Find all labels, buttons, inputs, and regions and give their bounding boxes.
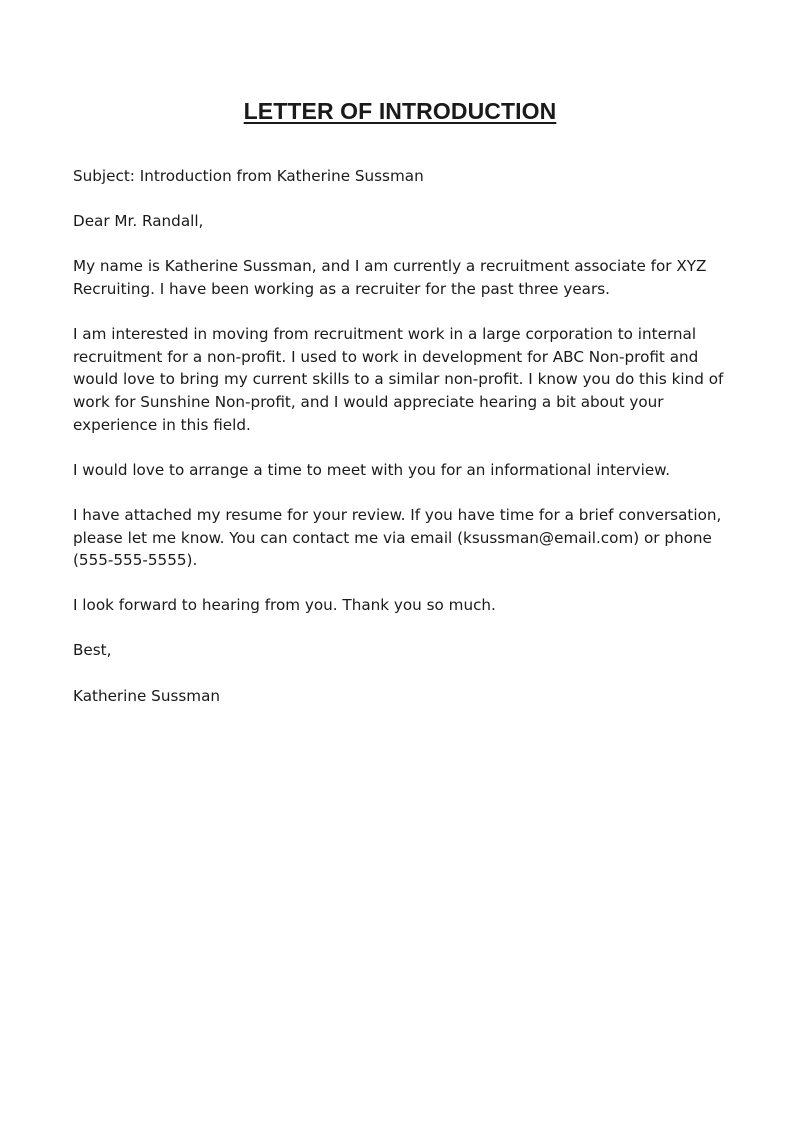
paragraph-request: I would love to arrange a time to meet with you for an informational interview.	[73, 460, 671, 479]
closing: Best,	[73, 641, 112, 660]
letter-body	[73, 165, 733, 730]
salutation: Dear Mr. Randall,	[73, 212, 204, 231]
paragraph-thanks: I look forward to hearing from you. Thank you so much.	[73, 596, 496, 615]
paragraph-intro: My name is Katherine Sussman, and I am currently a recruitment associate for XYZ Recruiting. I have been working as a recruiter for the past three years.	[73, 257, 707, 298]
letter-title: LETTER OF INTRODUCTION	[243, 98, 557, 124]
paragraph-interest: I am interested in moving from recruitment work in a large corporation to internal recruitment for a non-profit. I used to work in development for ABC Non-profit and would love to bring my current skills to a similar non-profit. I know you do this kind of work for Sunshine Non-profit, and I would appreciate hearing a bit about your experience in this field.	[73, 325, 724, 434]
paragraph-contact: I have attached my resume for your review. If you have time for a brief conversation, please let me know. You can contact me via email (ksussman@email.com) or phone (555-555-5555).	[73, 505, 722, 570]
signature: Katherine Sussman	[73, 686, 221, 705]
subject-line: Subject: Introduction from Katherine Sussman	[73, 167, 424, 185]
